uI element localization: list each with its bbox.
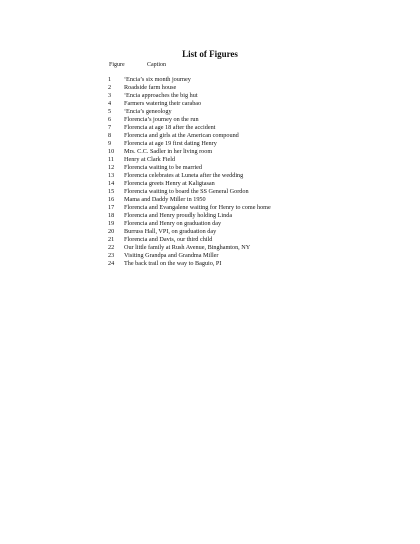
- figure-number: 4: [108, 100, 112, 107]
- figure-number: 24: [108, 260, 115, 267]
- figure-row: [0, 92, 420, 100]
- figure-row: [0, 108, 420, 116]
- figure-number: 10: [108, 148, 115, 155]
- figure-row: [0, 196, 420, 204]
- figure-row: [0, 236, 420, 244]
- figure-number: 1: [108, 76, 112, 83]
- figure-number: 2: [108, 84, 112, 91]
- caption-column-header: Caption: [147, 62, 166, 68]
- figure-number: 3: [108, 92, 112, 99]
- figure-caption: Florencia waiting to be married: [124, 164, 203, 171]
- figure-caption: Florencia at age 18 after the accident: [124, 124, 216, 131]
- figure-caption: Florencia waiting to board the SS General Gordon: [124, 188, 249, 195]
- figure-caption: ‘Encia’s six month journey: [124, 76, 191, 83]
- figure-row: [0, 148, 420, 156]
- figure-number: 20: [108, 228, 115, 235]
- figure-number: 8: [108, 132, 112, 139]
- figure-number: 12: [108, 164, 115, 171]
- figure-caption: Florencia greets Henry at Kaligtasan: [124, 180, 215, 187]
- figure-caption: Mama and Daddy Miller in 1950: [124, 196, 206, 203]
- figure-row: [0, 124, 420, 132]
- figure-row: [0, 212, 420, 220]
- figure-number: 16: [108, 196, 115, 203]
- figure-caption: Florencia and Henry on graduation day: [124, 220, 222, 227]
- figure-number: 22: [108, 244, 115, 251]
- figure-number: 6: [108, 116, 112, 123]
- figure-number: 11: [108, 156, 114, 163]
- figure-row: [0, 156, 420, 164]
- figure-caption: Florencia’s journey on the run: [124, 116, 199, 123]
- figure-caption: Florencia and girls at the American compound: [124, 132, 239, 139]
- figure-caption: Our little family at Rush Avenue, Binghamton, NY: [124, 244, 251, 251]
- figure-row: [0, 228, 420, 236]
- figure-caption: Florencia and Davis, our third child: [124, 236, 213, 243]
- figure-row: [0, 132, 420, 140]
- figure-number: 17: [108, 204, 115, 211]
- figure-caption: Florencia celebrates at Luneta after the wedding: [124, 172, 244, 179]
- figure-number: 13: [108, 172, 115, 179]
- figure-caption: Roadside farm house: [124, 84, 177, 91]
- figure-row: [0, 260, 420, 268]
- figure-caption: Farmers watering their carabao: [124, 100, 202, 107]
- figure-caption: Florencia and Henry proudly holding Linda: [124, 212, 233, 219]
- figure-row: [0, 100, 420, 108]
- figure-caption: Burruss Hall, VPI, on graduation day: [124, 228, 217, 235]
- figure-number: 21: [108, 236, 115, 243]
- figure-row: [0, 204, 420, 212]
- figure-row: [0, 220, 420, 228]
- figure-row: [0, 180, 420, 188]
- figure-caption: Florencia and Evangalene waiting for Henry to come home: [124, 204, 271, 211]
- figure-row: [0, 84, 420, 92]
- figure-row: [0, 244, 420, 252]
- figure-row: [0, 172, 420, 180]
- figure-caption: ‘Encia’s geneology: [124, 108, 172, 115]
- figure-row: [0, 164, 420, 172]
- figure-row: [0, 116, 420, 124]
- figure-number: 5: [108, 108, 112, 115]
- figure-number: 7: [108, 124, 112, 131]
- figure-caption: Henry at Clark Field: [124, 156, 176, 163]
- figure-number: 19: [108, 220, 115, 227]
- figure-number: 9: [108, 140, 112, 147]
- figure-row: [0, 140, 420, 148]
- figure-list: [0, 76, 420, 268]
- figure-number: 18: [108, 212, 115, 219]
- figure-number: 15: [108, 188, 115, 195]
- figure-caption: Florencia at age 19 first dating Henry: [124, 140, 217, 147]
- figure-caption: ‘Encia approaches the big hut: [124, 92, 198, 99]
- figure-number: 23: [108, 252, 115, 259]
- page-title: List of Figures: [182, 49, 238, 59]
- figure-caption: Visiting Grandpa and Grandma Miller: [124, 252, 219, 259]
- figure-caption: The back trail on the way to Baguio, PI: [124, 260, 222, 267]
- figure-row: [0, 76, 420, 84]
- figure-row: [0, 252, 420, 260]
- figure-column-header: Figure: [109, 62, 125, 68]
- figure-caption: Mrs. C.C. Sadler in her living room: [124, 148, 213, 155]
- figure-number: 14: [108, 180, 115, 187]
- figure-row: [0, 188, 420, 196]
